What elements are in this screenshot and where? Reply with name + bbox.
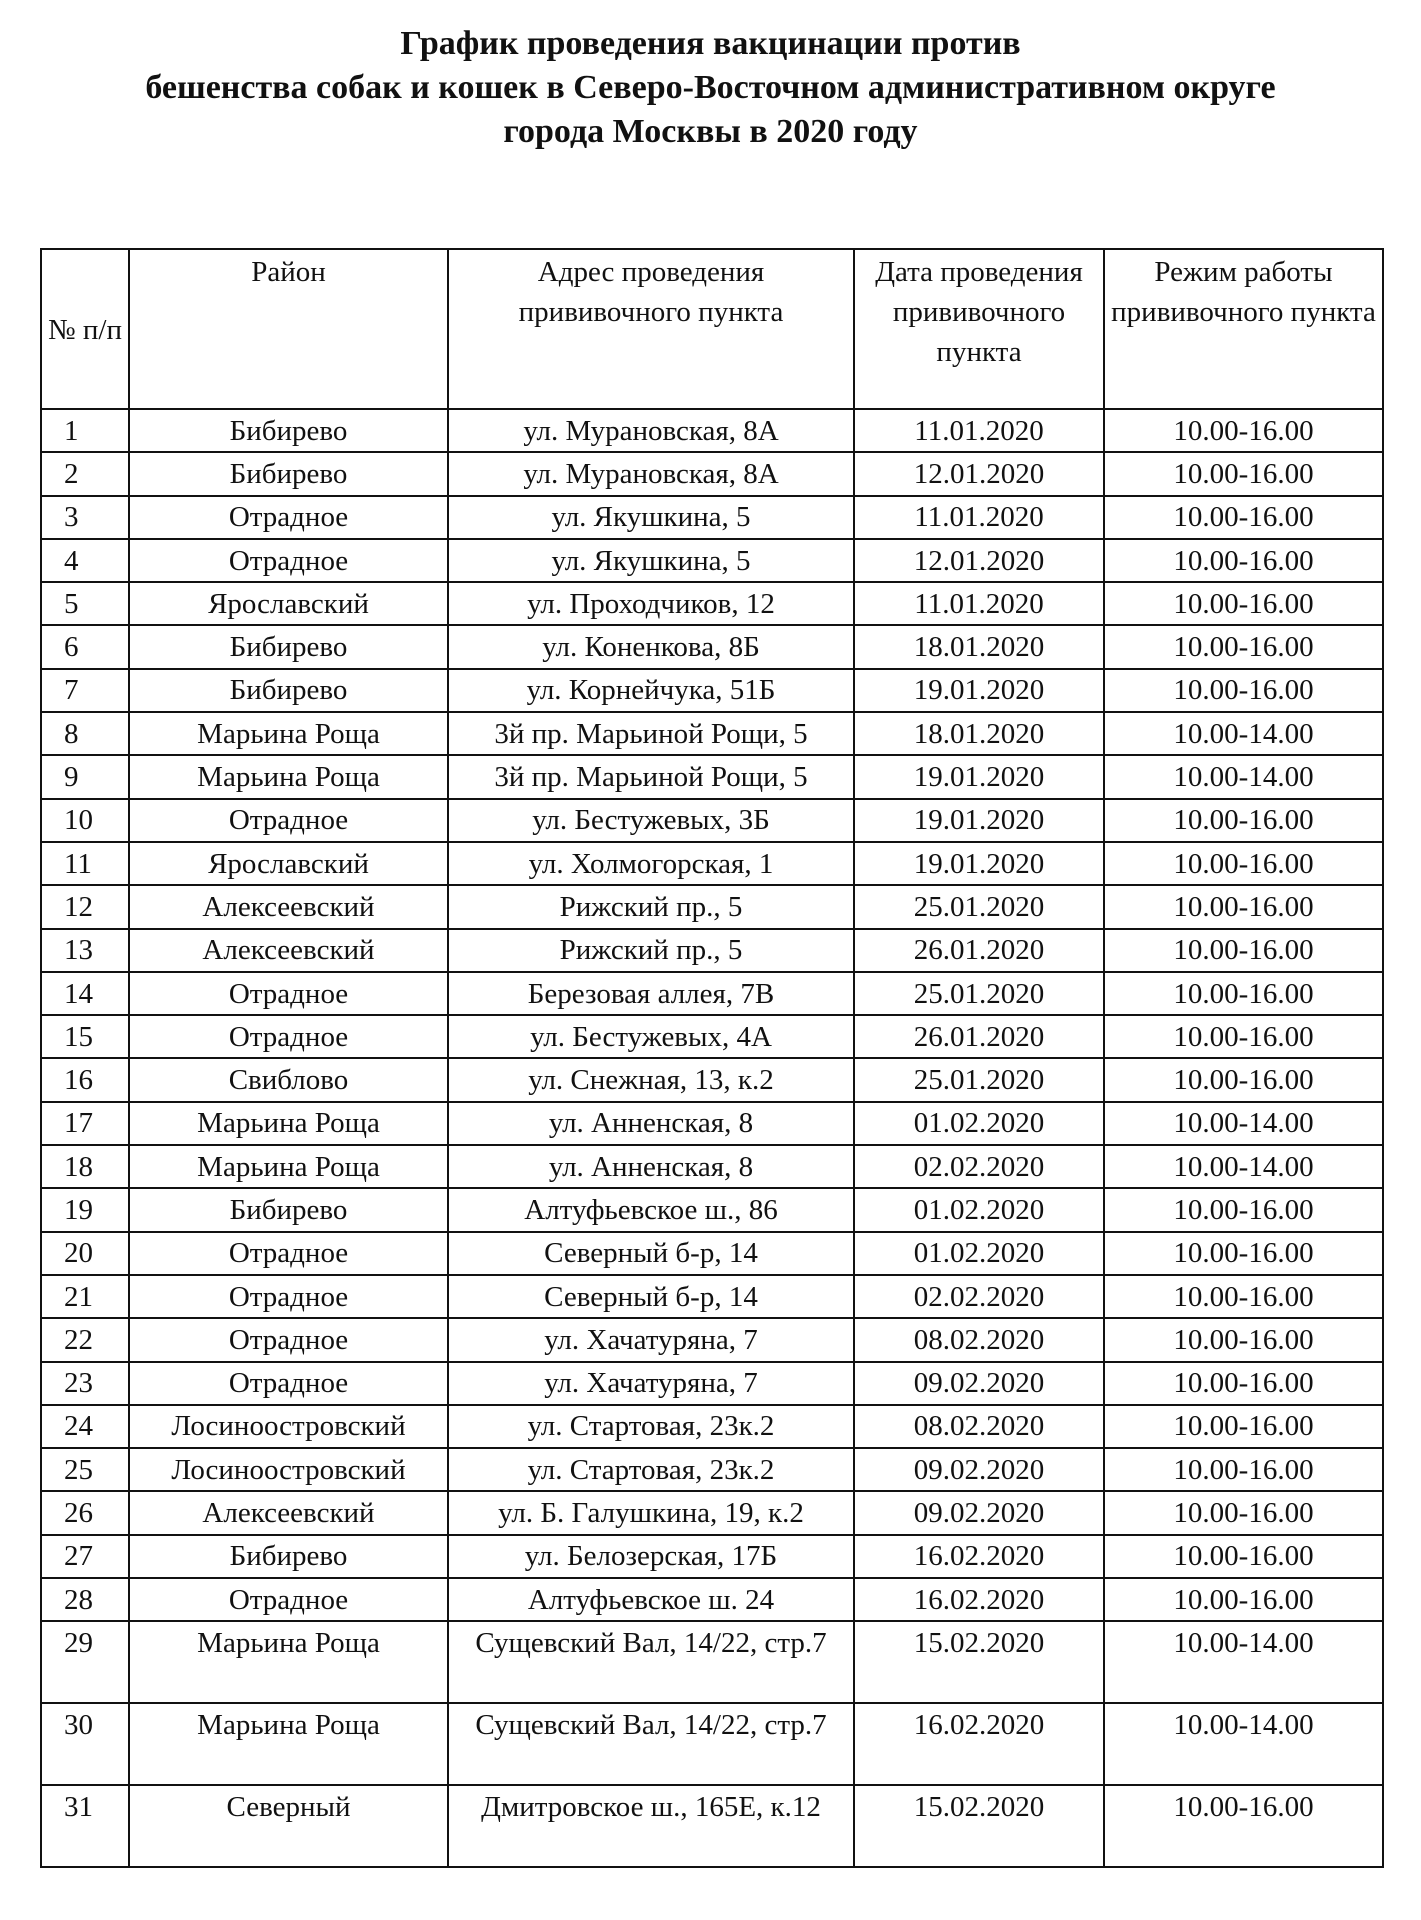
cell-date: 15.02.2020	[854, 1621, 1104, 1703]
cell-num: 7	[41, 669, 129, 712]
cell-district: Отрадное	[129, 1232, 448, 1275]
header-district: Район	[129, 249, 448, 409]
cell-num: 3	[41, 496, 129, 539]
cell-num: 19	[41, 1188, 129, 1231]
cell-num: 2	[41, 452, 129, 495]
cell-num: 18	[41, 1145, 129, 1188]
cell-hours: 10.00-16.00	[1104, 1318, 1383, 1361]
cell-date: 25.01.2020	[854, 972, 1104, 1015]
header-address: Адрес проведения прививочного пункта	[448, 249, 854, 409]
table-row	[41, 452, 1383, 495]
cell-address: Северный б-р, 14	[448, 1232, 854, 1275]
cell-num: 6	[41, 625, 129, 668]
cell-num: 12	[41, 885, 129, 928]
cell-num: 9	[41, 755, 129, 798]
cell-hours: 10.00-16.00	[1104, 1232, 1383, 1275]
cell-hours: 10.00-16.00	[1104, 1188, 1383, 1231]
header-num: № п/п	[41, 249, 129, 409]
cell-district: Свиблово	[129, 1058, 448, 1101]
cell-num: 20	[41, 1232, 129, 1275]
cell-hours: 10.00-16.00	[1104, 799, 1383, 842]
title-line-1: График проведения вакцинации против	[400, 25, 1021, 62]
table-row	[41, 669, 1383, 712]
cell-hours: 10.00-16.00	[1104, 496, 1383, 539]
table-row	[41, 972, 1383, 1015]
cell-address: ул. Якушкина, 5	[448, 496, 854, 539]
cell-num: 29	[41, 1621, 129, 1703]
cell-num: 21	[41, 1275, 129, 1318]
cell-hours: 10.00-16.00	[1104, 1785, 1383, 1867]
cell-address: Северный б-р, 14	[448, 1275, 854, 1318]
table-row	[41, 885, 1383, 928]
cell-date: 08.02.2020	[854, 1318, 1104, 1361]
cell-hours: 10.00-16.00	[1104, 972, 1383, 1015]
cell-hours: 10.00-16.00	[1104, 539, 1383, 582]
cell-address: ул. Холмогорская, 1	[448, 842, 854, 885]
table-row	[41, 712, 1383, 755]
cell-address: ул. Корнейчука, 51Б	[448, 669, 854, 712]
cell-date: 09.02.2020	[854, 1448, 1104, 1491]
cell-address: ул. Бестужевых, 3Б	[448, 799, 854, 842]
table-row	[41, 409, 1383, 452]
cell-date: 25.01.2020	[854, 885, 1104, 928]
cell-hours: 10.00-16.00	[1104, 842, 1383, 885]
cell-hours: 10.00-14.00	[1104, 1621, 1383, 1703]
table-row	[41, 1362, 1383, 1405]
document-title	[0, 22, 1421, 154]
table-row	[41, 1535, 1383, 1578]
cell-date: 18.01.2020	[854, 625, 1104, 668]
cell-hours: 10.00-14.00	[1104, 1102, 1383, 1145]
cell-address: ул. Стартовая, 23к.2	[448, 1448, 854, 1491]
cell-num: 1	[41, 409, 129, 452]
table-row	[41, 582, 1383, 625]
cell-date: 16.02.2020	[854, 1535, 1104, 1578]
cell-district: Отрадное	[129, 1275, 448, 1318]
cell-district: Лосиноостровский	[129, 1448, 448, 1491]
cell-date: 15.02.2020	[854, 1785, 1104, 1867]
cell-date: 09.02.2020	[854, 1362, 1104, 1405]
cell-hours: 10.00-14.00	[1104, 755, 1383, 798]
table-row	[41, 1703, 1383, 1785]
cell-date: 19.01.2020	[854, 842, 1104, 885]
cell-hours: 10.00-14.00	[1104, 712, 1383, 755]
table-row	[41, 799, 1383, 842]
table-row	[41, 755, 1383, 798]
cell-hours: 10.00-16.00	[1104, 669, 1383, 712]
cell-address: ул. Мурановская, 8А	[448, 452, 854, 495]
cell-district: Бибирево	[129, 625, 448, 668]
cell-date: 18.01.2020	[854, 712, 1104, 755]
cell-date: 16.02.2020	[854, 1578, 1104, 1621]
cell-date: 11.01.2020	[854, 582, 1104, 625]
table-row	[41, 1145, 1383, 1188]
cell-date: 08.02.2020	[854, 1405, 1104, 1448]
cell-address: Рижский пр., 5	[448, 885, 854, 928]
table-row	[41, 1578, 1383, 1621]
cell-address: Рижский пр., 5	[448, 929, 854, 972]
table-row	[41, 1015, 1383, 1058]
cell-hours: 10.00-16.00	[1104, 1058, 1383, 1101]
cell-district: Отрадное	[129, 496, 448, 539]
cell-hours: 10.00-16.00	[1104, 1491, 1383, 1534]
cell-district: Бибирево	[129, 452, 448, 495]
cell-date: 09.02.2020	[854, 1491, 1104, 1534]
cell-num: 23	[41, 1362, 129, 1405]
table-row	[41, 1318, 1383, 1361]
cell-address: ул. Проходчиков, 12	[448, 582, 854, 625]
cell-district: Марьина Роща	[129, 1145, 448, 1188]
cell-district: Бибирево	[129, 1188, 448, 1231]
cell-num: 14	[41, 972, 129, 1015]
table-row	[41, 1491, 1383, 1534]
table-row	[41, 1188, 1383, 1231]
cell-district: Бибирево	[129, 409, 448, 452]
cell-date: 19.01.2020	[854, 755, 1104, 798]
cell-district: Отрадное	[129, 1015, 448, 1058]
cell-num: 22	[41, 1318, 129, 1361]
cell-district: Алексеевский	[129, 885, 448, 928]
cell-num: 10	[41, 799, 129, 842]
cell-hours: 10.00-16.00	[1104, 1535, 1383, 1578]
cell-address: ул. Якушкина, 5	[448, 539, 854, 582]
cell-hours: 10.00-16.00	[1104, 1362, 1383, 1405]
table-row	[41, 1102, 1383, 1145]
cell-num: 8	[41, 712, 129, 755]
table-header-row	[41, 249, 1383, 409]
cell-address: ул. Снежная, 13, к.2	[448, 1058, 854, 1101]
table-row	[41, 496, 1383, 539]
cell-district: Отрадное	[129, 799, 448, 842]
cell-date: 01.02.2020	[854, 1102, 1104, 1145]
cell-num: 25	[41, 1448, 129, 1491]
cell-address: ул. Коненкова, 8Б	[448, 625, 854, 668]
cell-date: 25.01.2020	[854, 1058, 1104, 1101]
cell-num: 15	[41, 1015, 129, 1058]
cell-num: 13	[41, 929, 129, 972]
cell-address: ул. Белозерская, 17Б	[448, 1535, 854, 1578]
cell-district: Марьина Роща	[129, 712, 448, 755]
table-row	[41, 625, 1383, 668]
cell-hours: 10.00-16.00	[1104, 409, 1383, 452]
cell-address: ул. Бестужевых, 4А	[448, 1015, 854, 1058]
cell-date: 12.01.2020	[854, 452, 1104, 495]
cell-district: Марьина Роща	[129, 1102, 448, 1145]
table-row	[41, 1275, 1383, 1318]
cell-hours: 10.00-16.00	[1104, 1448, 1383, 1491]
cell-date: 02.02.2020	[854, 1275, 1104, 1318]
cell-num: 4	[41, 539, 129, 582]
cell-address: ул. Б. Галушкина, 19, к.2	[448, 1491, 854, 1534]
cell-num: 28	[41, 1578, 129, 1621]
cell-address: ул. Хачатуряна, 7	[448, 1362, 854, 1405]
cell-num: 17	[41, 1102, 129, 1145]
cell-address: Сущевский Вал, 14/22, стр.7	[448, 1703, 854, 1785]
cell-address: Сущевский Вал, 14/22, стр.7	[448, 1621, 854, 1703]
cell-date: 11.01.2020	[854, 409, 1104, 452]
table-row	[41, 1785, 1383, 1867]
cell-num: 30	[41, 1703, 129, 1785]
table-row	[41, 539, 1383, 582]
cell-address: ул. Анненская, 8	[448, 1145, 854, 1188]
cell-num: 24	[41, 1405, 129, 1448]
cell-num: 26	[41, 1491, 129, 1534]
header-date: Дата проведения прививочного пункта	[854, 249, 1104, 409]
cell-hours: 10.00-16.00	[1104, 885, 1383, 928]
table-row	[41, 842, 1383, 885]
cell-date: 19.01.2020	[854, 669, 1104, 712]
cell-date: 16.02.2020	[854, 1703, 1104, 1785]
cell-date: 26.01.2020	[854, 1015, 1104, 1058]
cell-address: ул. Стартовая, 23к.2	[448, 1405, 854, 1448]
cell-district: Отрадное	[129, 539, 448, 582]
cell-num: 16	[41, 1058, 129, 1101]
table-row	[41, 1232, 1383, 1275]
cell-district: Ярославский	[129, 582, 448, 625]
cell-district: Бибирево	[129, 1535, 448, 1578]
cell-hours: 10.00-16.00	[1104, 1578, 1383, 1621]
table-row	[41, 1621, 1383, 1703]
cell-address: Алтуфьевское ш. 24	[448, 1578, 854, 1621]
cell-date: 12.01.2020	[854, 539, 1104, 582]
cell-district: Лосиноостровский	[129, 1405, 448, 1448]
cell-hours: 10.00-16.00	[1104, 1015, 1383, 1058]
cell-address: 3й пр. Марьиной Рощи, 5	[448, 755, 854, 798]
cell-address: ул. Анненская, 8	[448, 1102, 854, 1145]
cell-num: 5	[41, 582, 129, 625]
cell-hours: 10.00-16.00	[1104, 625, 1383, 668]
cell-hours: 10.00-16.00	[1104, 1405, 1383, 1448]
cell-hours: 10.00-16.00	[1104, 929, 1383, 972]
cell-num: 27	[41, 1535, 129, 1578]
cell-district: Отрадное	[129, 1318, 448, 1361]
cell-district: Алексеевский	[129, 929, 448, 972]
cell-district: Отрадное	[129, 1362, 448, 1405]
cell-hours: 10.00-14.00	[1104, 1703, 1383, 1785]
cell-date: 19.01.2020	[854, 799, 1104, 842]
cell-num: 31	[41, 1785, 129, 1867]
cell-address: 3й пр. Марьиной Рощи, 5	[448, 712, 854, 755]
table-row	[41, 1448, 1383, 1491]
table-row	[41, 1058, 1383, 1101]
cell-address: ул. Мурановская, 8А	[448, 409, 854, 452]
cell-district: Отрадное	[129, 1578, 448, 1621]
cell-district: Алексеевский	[129, 1491, 448, 1534]
table-row	[41, 1405, 1383, 1448]
cell-district: Отрадное	[129, 972, 448, 1015]
table-row	[41, 929, 1383, 972]
cell-date: 01.02.2020	[854, 1232, 1104, 1275]
header-hours: Режим работы прививочного пункта	[1104, 249, 1383, 409]
title-line-3: города Москвы в 2020 году	[503, 113, 918, 150]
cell-address: Дмитровское ш., 165Е, к.12	[448, 1785, 854, 1867]
vaccination-schedule-table	[40, 248, 1384, 1868]
cell-date: 01.02.2020	[854, 1188, 1104, 1231]
cell-hours: 10.00-16.00	[1104, 1275, 1383, 1318]
cell-district: Северный	[129, 1785, 448, 1867]
cell-hours: 10.00-16.00	[1104, 452, 1383, 495]
cell-date: 11.01.2020	[854, 496, 1104, 539]
cell-hours: 10.00-16.00	[1104, 582, 1383, 625]
cell-district: Марьина Роща	[129, 1621, 448, 1703]
cell-date: 02.02.2020	[854, 1145, 1104, 1188]
cell-address: ул. Хачатуряна, 7	[448, 1318, 854, 1361]
cell-address: Алтуфьевское ш., 86	[448, 1188, 854, 1231]
cell-district: Марьина Роща	[129, 755, 448, 798]
cell-date: 26.01.2020	[854, 929, 1104, 972]
cell-district: Марьина Роща	[129, 1703, 448, 1785]
cell-district: Ярославский	[129, 842, 448, 885]
cell-num: 11	[41, 842, 129, 885]
cell-district: Бибирево	[129, 669, 448, 712]
title-line-2: бешенства собак и кошек в Северо-Восточном административном округе	[145, 69, 1276, 106]
cell-hours: 10.00-14.00	[1104, 1145, 1383, 1188]
cell-address: Березовая аллея, 7В	[448, 972, 854, 1015]
